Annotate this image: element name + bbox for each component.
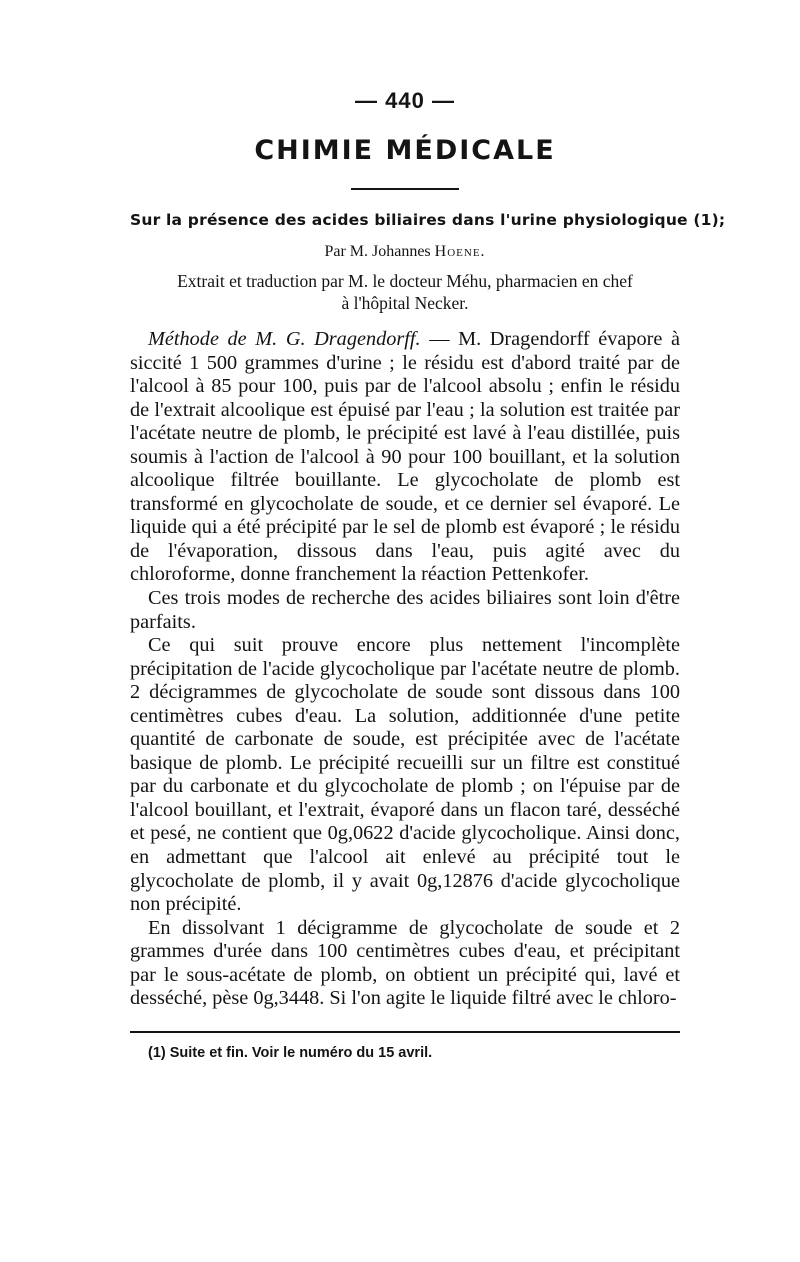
byline-prefix: Par M. Johannes bbox=[324, 243, 431, 260]
credit bbox=[130, 270, 680, 314]
paragraph: Ces trois modes de recherche des acides biliaires sont loin d'être parfaits. bbox=[130, 587, 680, 633]
page-content bbox=[130, 88, 726, 1061]
method-heading: Méthode de M. G. Dragendorff. bbox=[148, 328, 421, 350]
article-body bbox=[130, 328, 680, 1011]
byline-author: Hoene. bbox=[434, 243, 486, 260]
footnote: (1) Suite et fin. Voir le numéro du 15 avril. bbox=[148, 1044, 433, 1061]
byline bbox=[130, 242, 680, 262]
article-title: Sur la présence des acides biliaires dans l'urine physiologique (1); bbox=[130, 211, 726, 229]
title-rule bbox=[351, 188, 459, 190]
paragraph: En dissolvant 1 décigramme de glycocholate de soude et 2 grammes d'urée dans 100 centimètres cubes d'eau, et précipitant par le sous-acétate de plomb, on obtient un précipité qui, lavé et desséché, pèse 0g,3448. Si l'on agite le liquide filtré avec le chloro- bbox=[130, 916, 680, 1010]
paragraph: Ce qui suit prouve encore plus nettement l'incomplète précipitation de l'acide glycocholique par l'acétate neutre de plomb. 2 décigrammes de glycocholate de soude sont dissous dans 100 centimètres cubes d'eau. La solution, additionnée d'une petite quantité de carbonate de soude, est précipitée avec de l'acétate basique de plomb. Le précipité recueilli sur un filtre est constitué par du carbonate et du glycocholate de plomb ; on l'épuise par de l'alcool bouillant, et l'extrait, évaporé dans un flacon taré, desséché et pesé, ne contient que 0g,0622 d'acide glycocholique. Ainsi donc, en admettant que l'alcool ait enlevé au précipité tout le glycocholate de plomb, il y avait 0g,12876 d'acide glycocholique non précipité. bbox=[130, 634, 680, 916]
credit-line-1: Extrait et traduction par M. le docteur Méhu, pharmacien en chef bbox=[177, 271, 633, 291]
footnote-rule bbox=[130, 1031, 680, 1033]
paragraph-method bbox=[130, 328, 680, 587]
credit-line-2: à l'hôpital Necker. bbox=[341, 293, 469, 313]
page-number: — 440 — bbox=[355, 88, 455, 113]
section-title: CHIMIE MÉDICALE bbox=[254, 135, 556, 166]
paragraph-text: — M. Dragendorff évapore à siccité 1 500 grammes d'urine ; le résidu est d'abord traité par de l'alcool à 85 pour 100, puis par de l'alcool absolu ; enfin le résidu de l'extrait alcoolique est épuisé par l'eau ; la solution est traitée par l'acétate neutre de plomb, le précipité est lavé à l'eau distillée, puis soumis à l'action de l'alcool à 90 pour 100 bouillant, et la solution alcoolique filtrée bouillante. Le glycocholate de plomb est transformé en glycocholate de soude, et ce dernier sel évaporé. Le liquide qui a été précipité par le sel de plomb est évaporé ; le résidu de l'évaporation, dissous dans l'eau, puis agité avec du chloroforme, donne franchement la réaction Pettenkofer. bbox=[130, 328, 681, 586]
